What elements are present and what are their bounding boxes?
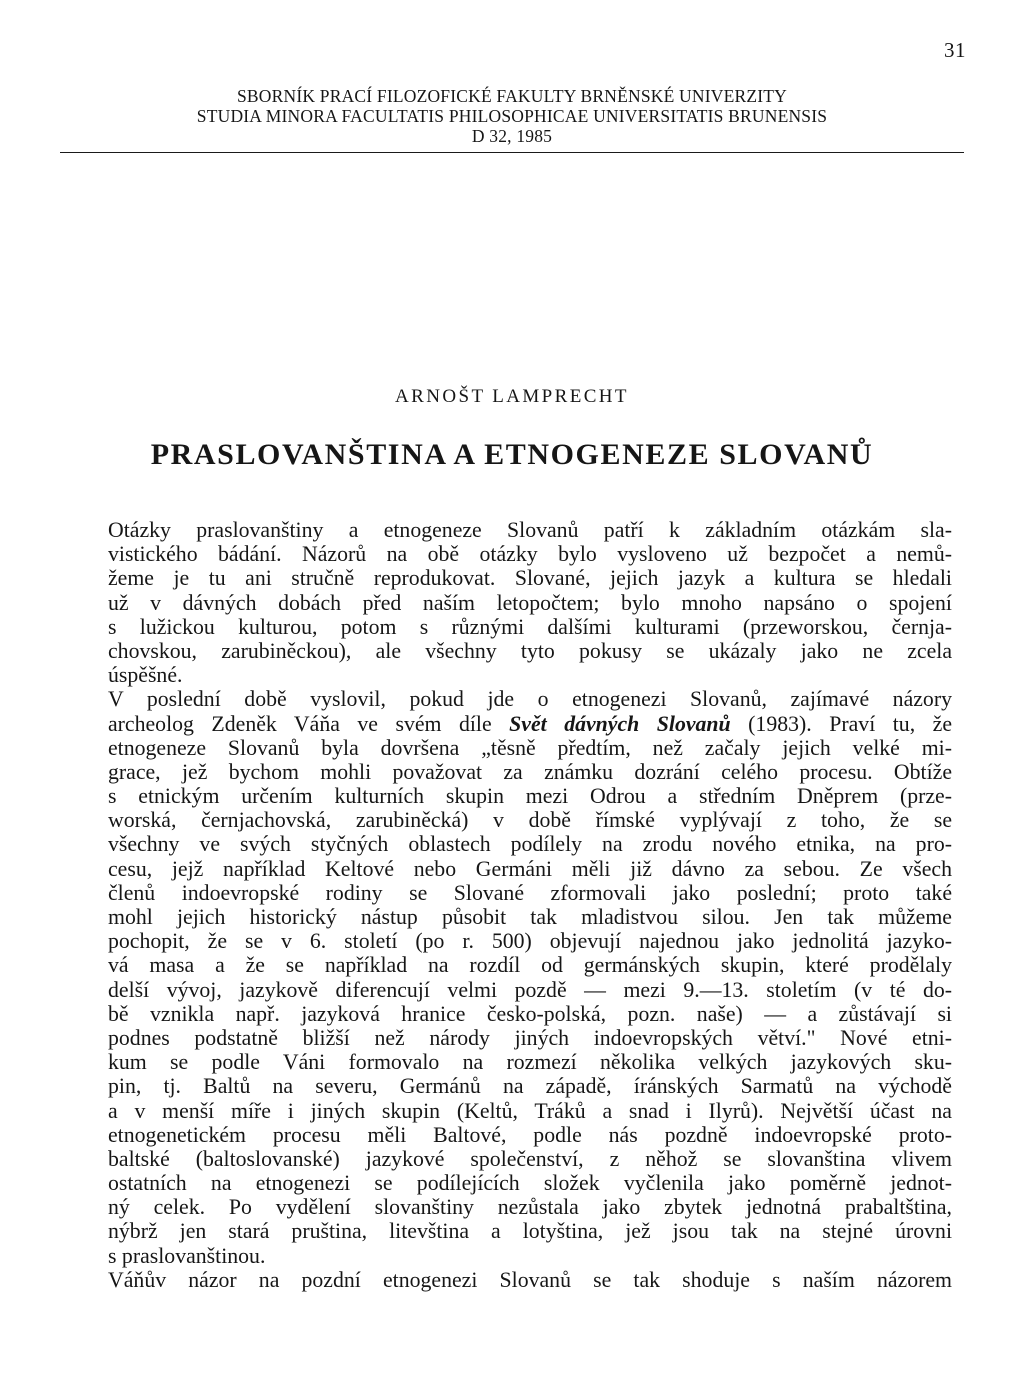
body-line: grace, jež bychom mohli považovat za známku dozrání celého procesu. Obtíže <box>108 759 952 784</box>
body-line: cesu, jejž například Keltové nebo Germáni měli již dávno za sebou. Ze všech <box>108 856 952 881</box>
body-line: nýbrž jen stará pruština, litevština a lotyština, jež jsou tak na stejné úrovni <box>108 1219 952 1244</box>
body-line: vistického bádání. Názorů na obě otázky bylo vysloveno už bezpočet a nemů- <box>108 542 952 567</box>
body-line-segment: archeolog Zdeněk Váňa ve svém díle <box>108 711 510 736</box>
article-body <box>108 518 952 1292</box>
series-header <box>60 86 964 146</box>
body-line: a v menší míře i jiných skupin (Keltů, Tráků a snad i Ilyrů). Největší účast na <box>108 1098 952 1123</box>
series-line-2: STUDIA MINORA FACULTATIS PHILOSOPHICAE UNIVERSITATIS BRUNENSIS <box>196 106 828 126</box>
body-line: kum se podle Váni formovalo na rozmezí několika velkých jazykových sku- <box>108 1050 952 1075</box>
body-line: všechny ve svých styčných oblastech podílely na zrodu nového etnika, na pro- <box>108 832 952 857</box>
body-line-segment: (1983). Praví tu, že <box>730 711 952 736</box>
article-author: ARNOŠT LAMPRECHT <box>395 386 629 407</box>
body-line: už v dávných dobách před naším letopočtem; bylo mnoho napsáno o spojení <box>108 590 952 615</box>
body-line: pochopit, že se v 6. století (po r. 500) objevují najednou jako jednolitá jazyko- <box>108 929 952 954</box>
body-line: žeme je tu ani stručně reprodukovat. Slované, jejich jazyk a kultura se hledali <box>108 566 952 591</box>
body-line: Váňův názor na pozdní etnogenezi Slovanů se tak shoduje s naším názorem <box>108 1267 952 1292</box>
body-line: s lužickou kulturou, potom s různými dalšími kulturami (przeworskou, černja- <box>108 614 952 639</box>
page-number: 31 <box>944 38 966 62</box>
body-line: s etnickým určením kulturních skupin mezi Odrou a středním Dněprem (prze- <box>108 784 952 809</box>
series-line-3: D 32, 1985 <box>471 126 553 146</box>
body-line: pin, tj. Baltů na severu, Germánů na západě, íránských Sarmatů na východě <box>108 1074 952 1099</box>
body-line: úspěšné. <box>108 663 183 688</box>
body-line-with-book-title <box>108 712 952 736</box>
body-line: Otázky praslovanštiny a etnogeneze Slovanů patří k základním otázkám sla- <box>108 518 952 542</box>
body-line: V poslední době vyslovil, pokud jde o etnogenezi Slovanů, zajímavé názory <box>108 687 952 712</box>
body-line: etnogeneze Slovanů byla dovršena „těsně předtím, než začaly jejich velké mi- <box>108 735 952 760</box>
body-line: chovskou, zarubiněckou), ale všechny tyto pokusy se ukázaly jako ne zcela <box>108 638 952 663</box>
body-line: s praslovanštinou. <box>108 1243 266 1268</box>
body-line: vá masa a že se například na rozdíl od germánských skupin, které prodělaly <box>108 953 952 978</box>
body-line: podnes podstatně bližší než národy jiných indoevropských větví." Nové etni- <box>108 1025 952 1050</box>
body-line: ostatních na etnogenezi se podílejících složek vyčlenila jako poměrně jednot- <box>108 1171 952 1196</box>
body-line: mohl jejich historický nástup působit tak mladistvou silou. Jen tak můžeme <box>108 905 952 929</box>
body-line: členů indoevropské rodiny se Slované zformovali jako poslední; proto také <box>108 880 952 905</box>
article-title: PRASLOVANŠTINA A ETNOGENEZE SLOVANŮ <box>150 438 874 471</box>
body-line: baltské (baltoslovanské) jazykové společenství, z něhož se slovanština vlivem <box>108 1146 952 1171</box>
body-line: ný celek. Po vydělení slovanštiny nezůstala jako zbytek jednotná prabaltština, <box>108 1195 952 1220</box>
body-line: etnogenetickém procesu měli Baltové, podle nás pozdně indoevropské proto- <box>108 1122 952 1147</box>
series-line-1: SBORNÍK PRACÍ FILOZOFICKÉ FAKULTY BRNĚNSKÉ UNIVERZITY <box>236 86 788 106</box>
body-line: delší vývoj, jazykově diferencují velmi pozdě — mezi 9.—13. stoletím (v té do- <box>108 977 952 1002</box>
series-rule <box>60 152 964 153</box>
body-line: worská, černjachovská, zarubiněcká) v době římské vyplývají z toho, že se <box>108 808 952 833</box>
body-line: bě vznikla např. jazyková hranice česko-polská, pozn. naše) — a zůstávají si <box>108 1001 952 1026</box>
book-title: Svět dávných Slovanů <box>509 711 731 736</box>
